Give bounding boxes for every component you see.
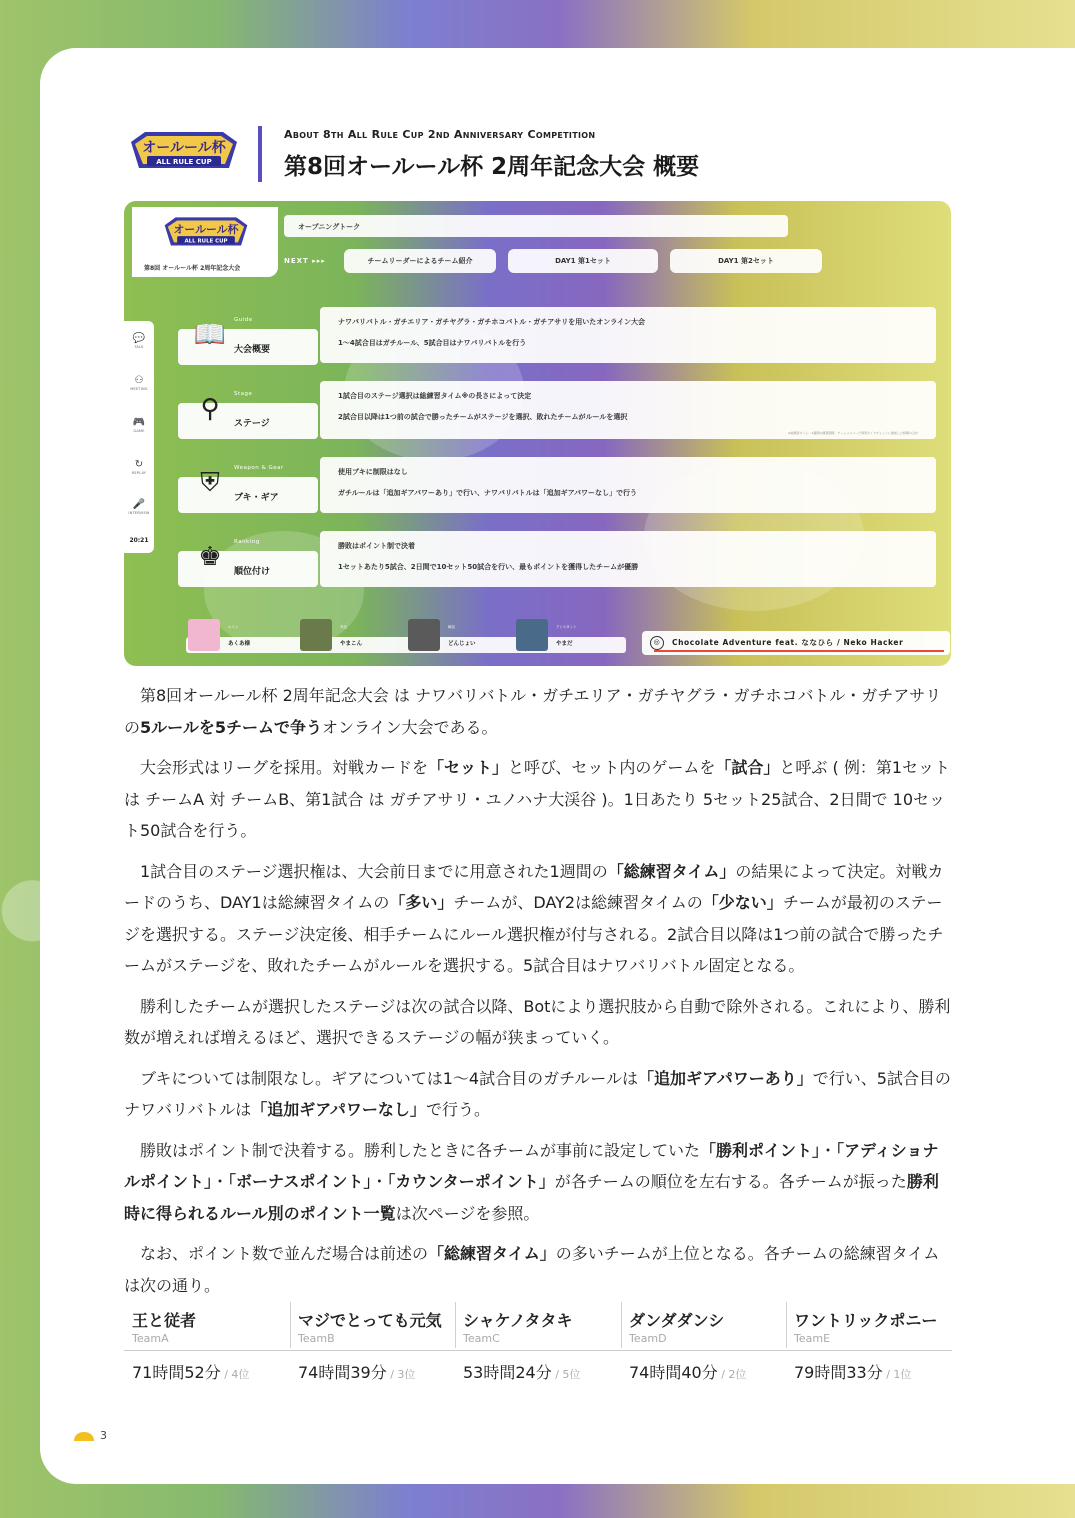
row-stage-box: 1試合目のステージ選択は総練習タイム※の長さによって決定 2試合目以降は1つ前の試合で勝ったチームがステージを選択、敗れたチームがルールを選択 ※総練習タイム…1週間の練習期間、チームメンバーで専用ボイスチャットに参加した時間の合計 [320, 381, 936, 439]
header-subtitle: About 8th All Rule Cup 2nd Anniversary Competition [284, 128, 596, 141]
paragraph-2: 大会形式はリーグを採用。対戦カードを「セット」と呼び、セット内のゲームを「試合」と呼ぶ ( 例：第1セット は チームA 対 チームB、第1試合 は ガチアサリ・ユノハナ大渓谷 )。1日あたり 5セット25試合、2日間で 10セット50試合を行う。 [124, 758, 951, 840]
opening-talk-bar: オープニングトーク [284, 215, 788, 237]
row-weapon-box: 使用ブキに制限はなし ガチルールは「追加ギアパワーあり」で行い、ナワバリバトルは「追加ギアパワーなし」で行う [320, 457, 936, 513]
row-ranking-label: ♚ Ranking 順位付け [178, 551, 318, 587]
now-playing-title: Chocolate Adventure feat. ななひら / Neko Hacker [672, 638, 904, 647]
panel-logo-box [132, 207, 278, 277]
svg-text:ALL RULE CUP: ALL RULE CUP [156, 158, 212, 166]
broadcast-screenshot: オールール杯 ALL RULE CUP 第8回 オールール杯 2周年記念大会 オープニングトーク NEXT ▸▸▸ チームリーダーによるチーム紹介 DAY1 第1セット DAY1 第2セット 💬 TALK ⚇ MEETING 🎮 GAME ↻ REPLAY 🎤 INTERVIEW 20:21 📖 Guide 大会概要 ナワバリバトル・ガチエリア・ガチヤグラ・ガチホコバトル・ガチアサリを用いたオンライン大会 1〜4試合目はガチルール、5試合目はナワバリバトルを行う ⚲ Stage ステージ 1試合目のステージ選択は総練習タイム※の長さによって決定 2試合目以降は1つ前の試合で勝ったチームがステージを選択、敗れたチームがルールを選択 ※総練習タイム…1週間の練習期間、チームメンバーで専用ボイスチャットに参加した時間の合計 ⛨ Weapon & Gear ブキ・ギア 使用ブキに制限はなし ガチルールは「追加ギアパワーあり」で行い、ナワバリバトルは「追加ギアパワーなし」で行う ♚ Ranking 順位付け 勝敗はポイント制で決着 1セットあたり5試合、2日間で10セット50試合を行い、最もポイントを獲得したチームが優勝 ホスト あくあ様 実況 やまこん 解説 どんじょい アシスタント やまだ ◎ Chocolate Adventure feat. ななひら / Neko Hacker [124, 201, 951, 666]
row-guide-label: 📖 Guide 大会概要 [178, 329, 318, 365]
game-icon: 🎮 GAME [132, 417, 146, 433]
table-rule [124, 1350, 952, 1351]
svg-text:オールール杯: オールール杯 [142, 140, 226, 156]
team-e: ワントリックポニー TeamE 79時間33分 / 1位 [794, 1311, 938, 1382]
panel-sidebar [124, 321, 154, 553]
next-chip-3: DAY1 第2セット [670, 249, 822, 273]
page-number-icon [72, 1430, 96, 1442]
row-guide-box: ナワバリバトル・ガチエリア・ガチヤグラ・ガチホコバトル・ガチアサリを用いたオンライン大会 1〜4試合目はガチルール、5試合目はナワバリバトルを行う [320, 307, 936, 363]
next-chip-2: DAY1 第1セット [508, 249, 658, 273]
paragraph-7: なお、ポイント数で並んだ場合は前述の「総練習タイム」の多いチームが上位となる。各チームの総練習タイムは次の通り。 [124, 1244, 940, 1295]
broadcast-clock: 20:21 [129, 537, 149, 544]
paragraph-5: ブキについては制限なし。ギアについては1〜4試合目のガチルールは「追加ギアパワーあり」で行い、5試合目のナワバリバトルは「追加ギアパワーなし」で行う。 [124, 1068, 951, 1119]
header-divider [258, 126, 262, 182]
team-a: 王と従者 TeamA 71時間52分 / 4位 [132, 1311, 250, 1382]
panel-logo-caption: 第8回 オールール杯 2周年記念大会 [144, 265, 241, 272]
crown-icon: ♚ [198, 542, 222, 572]
next-label: NEXT ▸▸▸ [284, 257, 326, 265]
map-pin-icon: ⚲ [200, 394, 220, 424]
team-c: シャケノタタキ TeamC 53時間24分 / 5位 [463, 1311, 581, 1382]
row-ranking-box: 勝敗はポイント制で決着 1セットあたり5試合、2日間で10セット50試合を行い、最もポイントを獲得したチームが優勝 [320, 531, 936, 587]
interview-icon: 🎤 INTERVIEW [128, 499, 150, 515]
weapon-gear-icon: ⛨ [200, 468, 220, 498]
paragraph-6: 勝敗はポイント制で決着する。勝利したときに各チームが事前に設定していた「勝利ポイント」・「アディショナルポイント」・「ボーナスポイント」・「カウンターポイント」が各チームの順位を左右する。各チームが振った勝利時に得られるルール別のポイント一覧は次ページを参照。 [124, 1140, 939, 1223]
avatar [408, 619, 440, 651]
next-chip-1: チームリーダーによるチーム紹介 [344, 249, 496, 273]
team-d: ダンダダンシ TeamD 74時間40分 / 2位 [629, 1311, 747, 1382]
team-b: マジでとっても元気 TeamB 74時間39分 / 3位 [298, 1311, 442, 1382]
music-disc-icon: ◎ [650, 636, 664, 650]
now-playing-bar [642, 631, 950, 655]
svg-text:ALL RULE CUP: ALL RULE CUP [184, 238, 228, 245]
all-rule-cup-logo [125, 128, 243, 176]
panel-logo [160, 213, 252, 253]
replay-icon: ↻ REPLAY [131, 459, 147, 475]
avatar [516, 619, 548, 651]
book-icon: 📖 [193, 320, 227, 350]
page-number: 3 [100, 1429, 107, 1442]
talk-icon: 💬 TALK [132, 333, 146, 349]
paragraph-1: 第8回オールール杯 2周年記念大会 は ナワバリバトル・ガチエリア・ガチヤグラ・ガチホコバトル・ガチアサリ の5ルールを5チームで争うオンライン大会である。 [124, 686, 942, 737]
avatar [188, 619, 220, 651]
page-title: 第8回オールール杯 2周年記念大会 概要 [284, 154, 700, 180]
svg-text:オールール杯: オールール杯 [173, 223, 239, 236]
row-stage-label: ⚲ Stage ステージ [178, 403, 318, 439]
paragraph-3: 1試合目のステージ選択権は、大会前日までに用意された1週間の「総練習タイム」の結果によって決定。対戦カードのうち、DAY1は総練習タイムの「多い」チームが、DAY2は総練習タイムの「少ない」チームが最初のステージを選択する。ステージ決定後、相手チームにルール選択権が付与される。2試合目以降は1つ前の試合で勝ったチームがステージを、敗れたチームがルールを選択する。5試合目はナワバリバトル固定となる。 [124, 861, 944, 975]
team-practice-table [124, 1302, 952, 1392]
paragraph-4: 勝利したチームが選択したステージは次の試合以降、Botにより選択肢から自動で除外される。これにより、勝利数が増えれば増えるほど、選択できるステージの幅が狭まっていく。 [124, 996, 951, 1047]
row-weapon-label: ⛨ Weapon & Gear ブキ・ギア [178, 477, 318, 513]
body-text [124, 680, 952, 1310]
avatar [300, 619, 332, 651]
meeting-icon: ⚇ MEETING [130, 375, 148, 391]
music-progress-bar [654, 650, 944, 652]
